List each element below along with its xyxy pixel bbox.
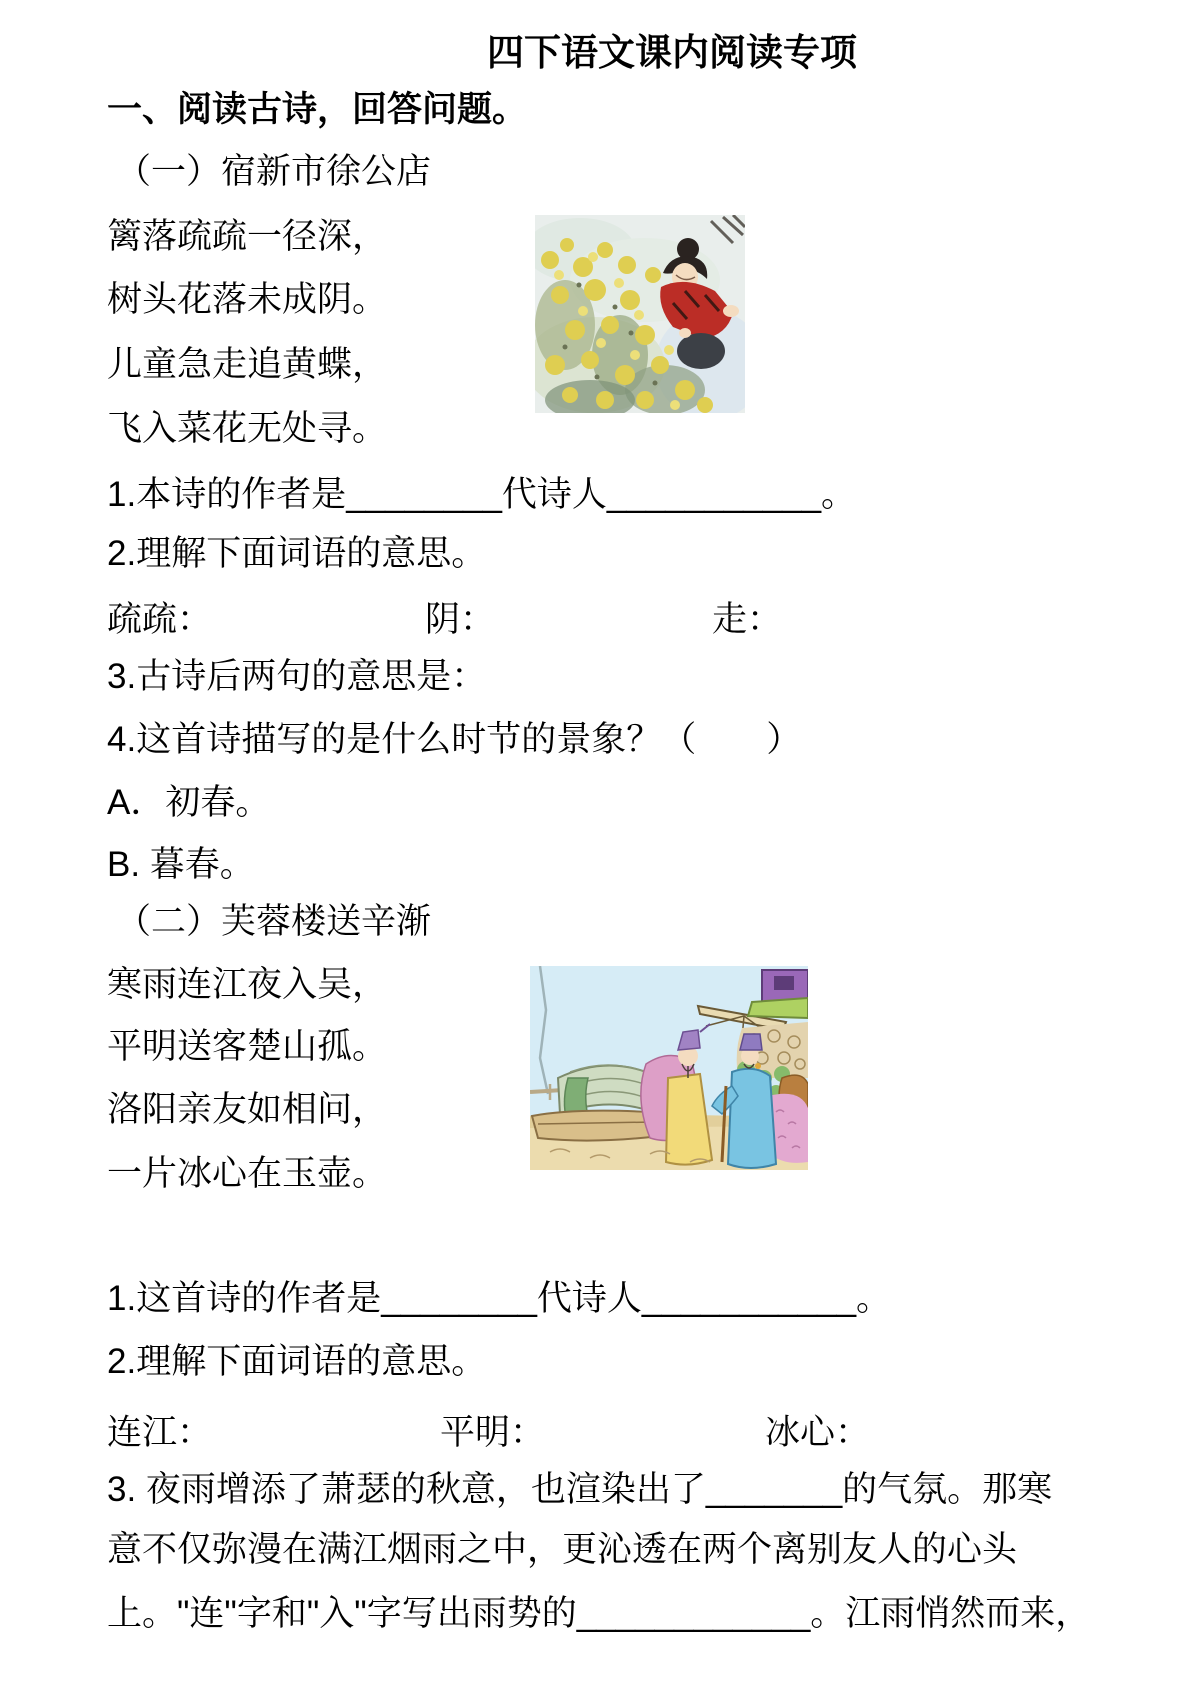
part1-poem-line: 飞入菜花无处寻。 xyxy=(107,409,388,448)
part1-poem-line: 树头花落未成阴。 xyxy=(107,280,388,319)
part1-term-shushu: 疏疏： xyxy=(107,600,213,639)
section-heading: 一、阅读古诗，回答问题。 xyxy=(107,90,528,129)
part1-question-4: 4.这首诗描写的是什么时节的景象？（ ） xyxy=(107,720,802,759)
part2-question-1: 1.这首诗的作者是________代诗人___________。 xyxy=(107,1279,892,1318)
part1-poem-line: 篱落疏疏一径深， xyxy=(107,217,388,256)
illustration-farewell-by-boat xyxy=(530,966,808,1170)
part1-poem-line: 儿童急走追黄蝶， xyxy=(107,345,388,384)
part2-term-pingming: 平明： xyxy=(440,1413,546,1452)
part2-question-3-line: 3. 夜雨增添了萧瑟的秋意，也渲染出了_______的气氛。那寒 xyxy=(107,1470,1053,1509)
part2-question-3-line: 上。"连"字和"入"字写出雨势的____________。江雨悄然而来， xyxy=(107,1594,1091,1633)
part1-option-b: B. 暮春。 xyxy=(107,845,255,884)
part2-title: （二）芙蓉楼送辛渐 xyxy=(116,902,432,941)
part1-title: （一）宿新市徐公店 xyxy=(116,152,432,191)
part2-poem-line: 洛阳亲友如相问， xyxy=(107,1090,388,1129)
part2-poem-line: 一片冰心在玉壶。 xyxy=(107,1154,388,1193)
part1-question-2: 2.理解下面词语的意思。 xyxy=(107,534,487,573)
part1-term-zou: 走： xyxy=(712,600,783,639)
part1-question-3: 3.古诗后两句的意思是： xyxy=(107,657,487,696)
illustration-girl-in-rapeseed-field xyxy=(535,215,745,413)
part2-question-3-line: 意不仅弥漫在满江烟雨之中，更沁透在两个离别友人的心头 xyxy=(107,1530,1018,1569)
part1-option-a: A．初春。 xyxy=(107,783,271,822)
part1-term-yin: 阴： xyxy=(425,600,496,639)
part2-poem-line: 平明送客楚山孤。 xyxy=(107,1027,388,1066)
part2-term-bingxin: 冰心： xyxy=(765,1413,871,1452)
part1-question-1: 1.本诗的作者是________代诗人___________。 xyxy=(107,475,857,514)
part2-question-2: 2.理解下面词语的意思。 xyxy=(107,1342,487,1381)
part2-term-lianjiang: 连江： xyxy=(107,1413,213,1452)
page-title: 四下语文课内阅读专项 xyxy=(487,32,857,73)
part2-poem-line: 寒雨连江夜入吴， xyxy=(107,965,388,1004)
